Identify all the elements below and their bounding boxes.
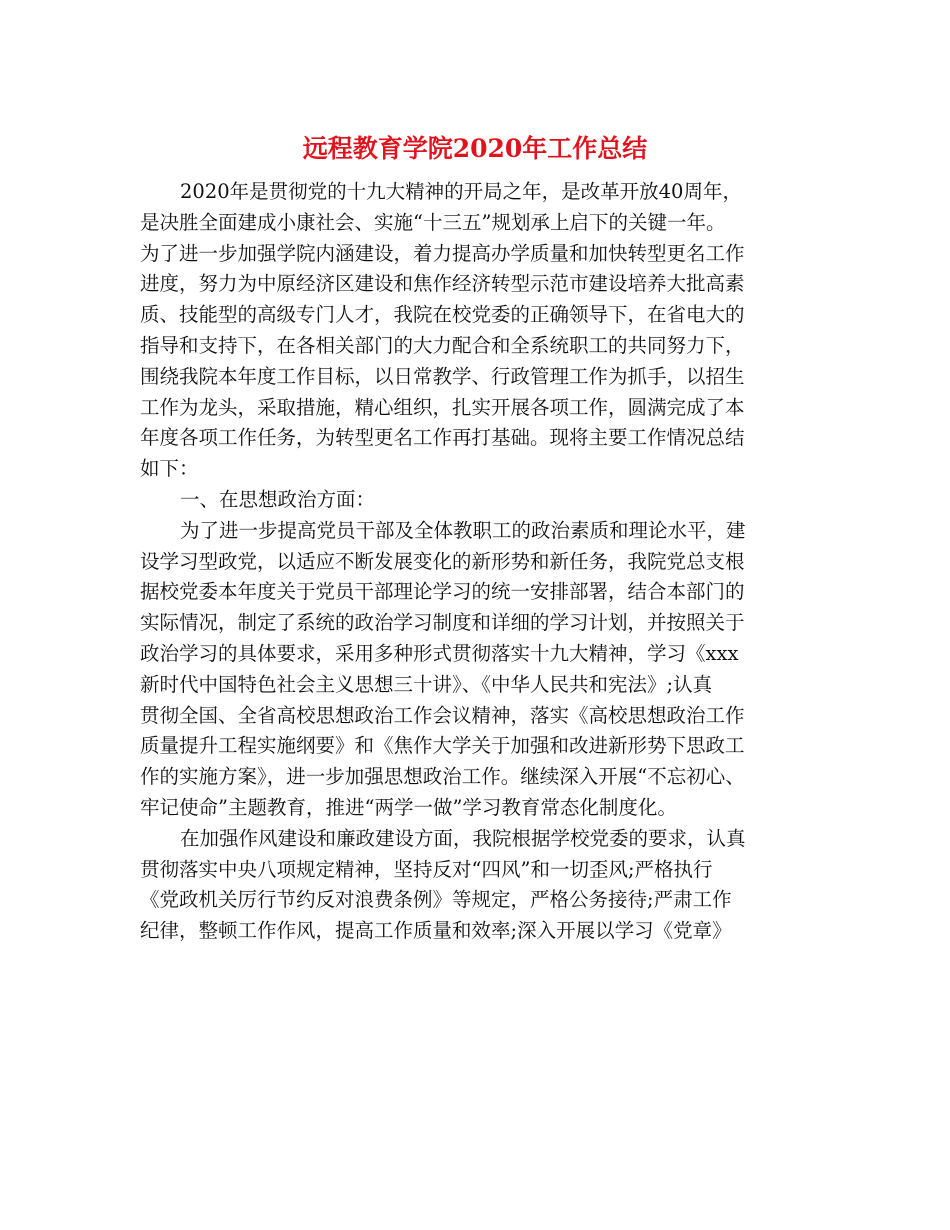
- paragraph-line: 质、技能型的高级专门人才，我院在校党委的正确领导下，在省电大的: [140, 303, 745, 327]
- paragraph-line: 《党政机关厉行节约反对浪费条例》等规定，严格公务接待;严肃工作: [140, 888, 732, 912]
- paragraph-line: 指导和支持下，在各相关部门的大力配合和全系统职工的共同努力下，: [140, 333, 745, 357]
- section-heading: 一、在思想政治方面：: [180, 487, 376, 511]
- paragraph-line: 质量提升工程实施纲要》和《焦作大学关于加强和改进新形势下思政工: [140, 734, 745, 758]
- paragraph-line: 据校党委本年度关于党员干部理论学习的统一安排部署，结合本部门的: [140, 580, 745, 604]
- paragraph-line: 新时代中国特色社会主义思想三十讲》、《中华人民共和宪法》;认真: [140, 672, 713, 696]
- paragraph-line: 贯彻全国、全省高校思想政治工作会议精神，落实《高校思想政治工作: [140, 703, 745, 727]
- paragraph-line: 为了进一步提高党员干部及全体教职工的政治素质和理论水平，建: [180, 518, 746, 542]
- paragraph-line: 作的实施方案》，进一步加强思想政治工作。继续深入开展“不忘初心、: [140, 765, 745, 789]
- paragraph-line: 牢记使命”主题教育，推进“两学一做”学习教育常态化制度化。: [140, 795, 677, 819]
- paragraph-line: 在加强作风建设和廉政建设方面，我院根据学校党委的要求，认真: [180, 826, 746, 850]
- document-body: [140, 177, 820, 947]
- document-title: 远程教育学院2020年工作总结: [302, 134, 648, 163]
- paragraph-line: 年度各项工作任务，为转型更名工作再打基础。现将主要工作情况总结: [140, 426, 745, 450]
- paragraph-line: 政治学习的具体要求，采用多种形式贯彻落实十九大精神，学习《xxx: [140, 641, 739, 665]
- paragraph-line: 如下：: [140, 457, 199, 481]
- paragraph-line: 2020年是贯彻党的十九大精神的开局之年，是改革开放40周年，: [180, 180, 742, 203]
- paragraph-line: 设学习型政党，以适应不断发展变化的新形势和新任务，我院党总支根: [140, 549, 745, 573]
- paragraph-line: 工作为龙头，采取措施，精心组织，扎实开展各项工作，圆满完成了本: [140, 395, 745, 419]
- paragraph-line: 为了进一步加强学院内涵建设，着力提高办学质量和加快转型更名工作: [140, 241, 745, 265]
- paragraph-line: 围绕我院本年度工作目标，以日常教学、行政管理工作为抓手，以招生: [140, 364, 745, 388]
- paragraph-line: 进度，努力为中原经济区建设和焦作经济转型示范市建设培养大批高素: [140, 272, 745, 296]
- paragraph-line: 贯彻落实中央八项规定精神，坚持反对“四风”和一切歪风;严格执行: [140, 857, 713, 881]
- paragraph-line: 纪律，整顿工作作风，提高工作质量和效率;深入开展以学习《党章》: [140, 919, 732, 943]
- paragraph-line: 实际情况，制定了系统的政治学习制度和详细的学习计划，并按照关于: [140, 611, 745, 635]
- paragraph-line: 是决胜全面建成小康社会、实施“十三五”规划承上启下的关键一年。: [140, 210, 726, 234]
